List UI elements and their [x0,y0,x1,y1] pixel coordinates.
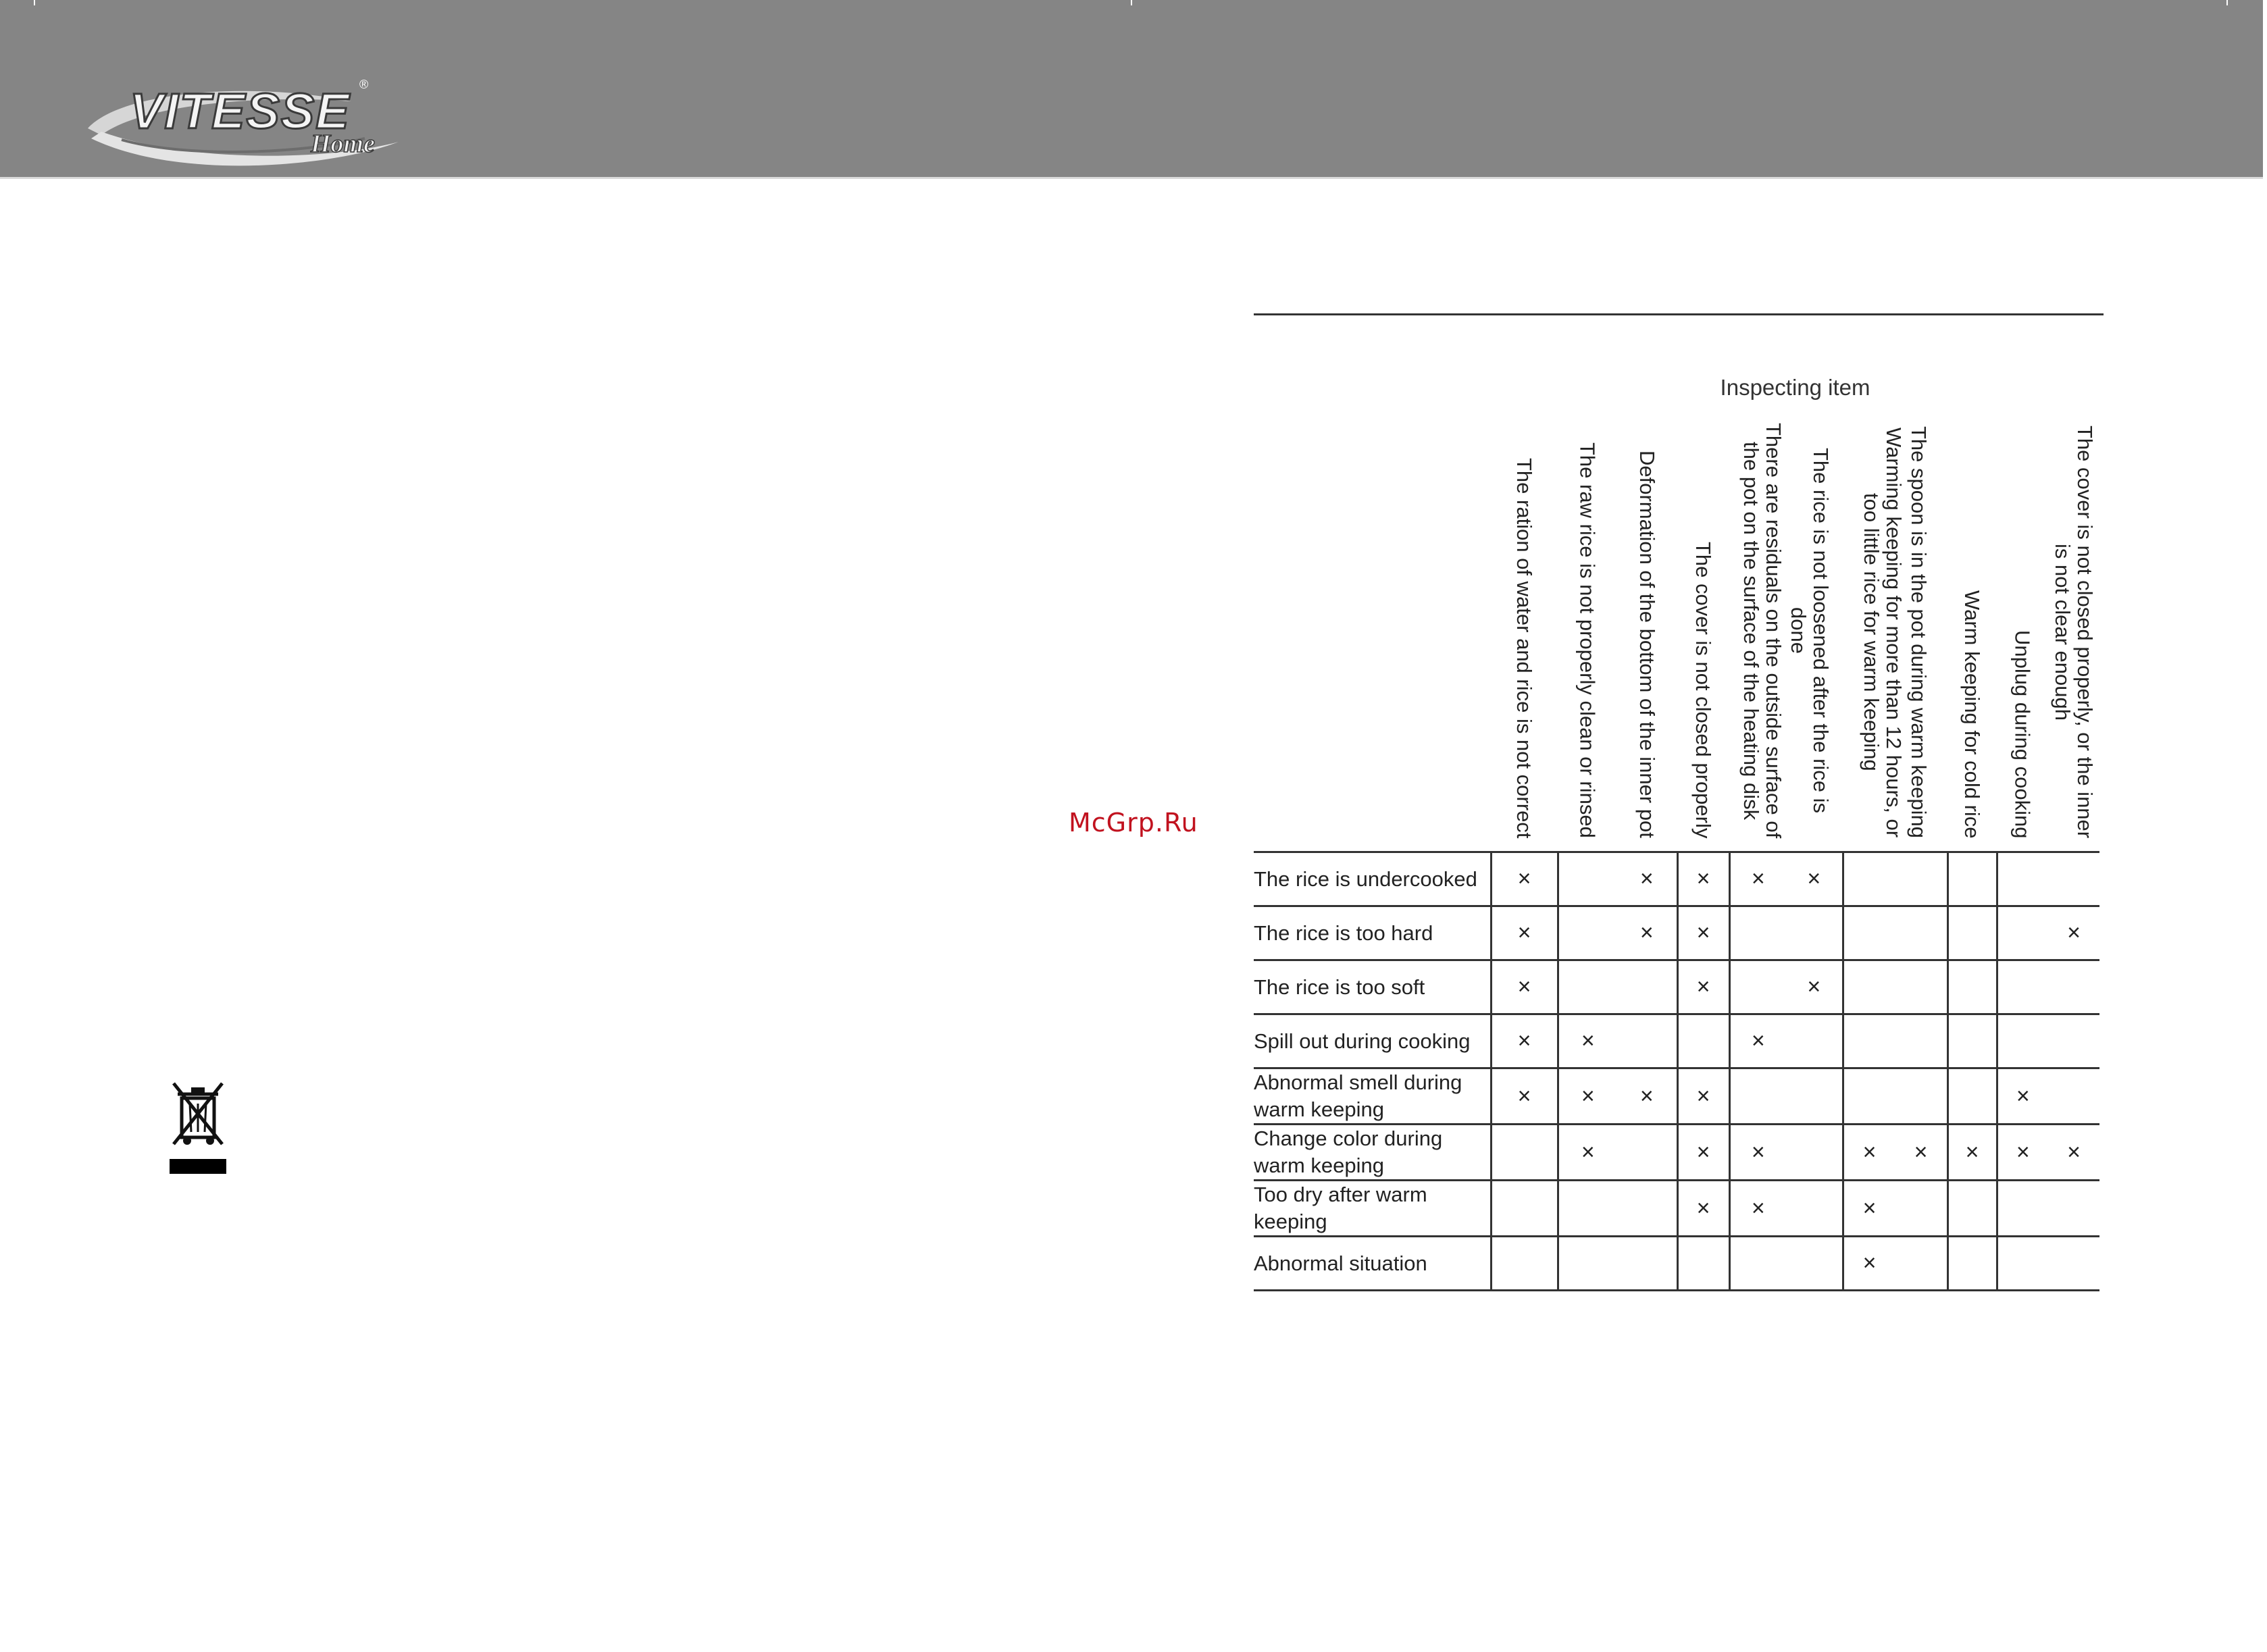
mark-cell [1617,1181,1677,1237]
mark-cell [1677,1014,1729,1068]
mark-cell: × [2048,906,2099,960]
mark-cell: × [1807,974,1821,1000]
mark-cell [1617,960,1677,1014]
row-label: The rice is too soft [1254,960,1491,1014]
mark-cell: × [1677,906,1729,960]
mark-cell: × [1558,1014,1617,1068]
mark-cell: × [1617,852,1677,906]
mark-cell [1997,1237,2048,1291]
table-row [1254,1068,2099,1125]
mark-cell-group [1729,1181,1843,1237]
mark-cell: × [1914,1139,1928,1165]
mark-cell: × [1617,906,1677,960]
mark-cell [1677,1237,1729,1291]
column-header-row [1254,423,2099,852]
mark-cell [1558,906,1617,960]
logo-tagline: Home [311,130,375,158]
column-header: Unplug during cooking [1997,423,2048,852]
mark-cell [1947,1237,1997,1291]
mark-cell [1947,1014,1997,1068]
mark-cell-group [1843,1237,1947,1291]
mark-cell [1617,1125,1677,1181]
mark-cell: × [1491,852,1558,906]
mark-cell: × [1862,1195,1877,1221]
column-header-group [1729,423,1843,852]
table-row [1254,852,2099,906]
mark-cell [2048,960,2099,1014]
row-label: Abnormal situation [1254,1237,1491,1291]
mark-cell: × [1997,1068,2048,1125]
column-header: Warming keeping for more than 12 hours, or too little rice for warm keeping [1860,427,1906,837]
mark-cell: × [1617,1068,1677,1125]
mark-cell-group [1729,852,1843,906]
mark-cell-group [1843,1068,1947,1125]
trim-mark [1131,0,1132,5]
mark-cell [1491,1125,1558,1181]
mark-cell [1558,852,1617,906]
table-row [1254,906,2099,960]
table-row [1254,1237,2099,1291]
mark-cell [2048,1237,2099,1291]
mark-cell [1558,1181,1617,1237]
column-header: The cover is not closed properly, or the inner is not clear enough [2048,423,2099,852]
mark-cell: × [1677,1125,1729,1181]
mark-cell: × [1751,1195,1765,1221]
row-label: The rice is undercooked [1254,852,1491,906]
trim-mark [2226,0,2228,5]
logo-trademark: ® [359,78,369,91]
mark-cell [1947,852,1997,906]
mark-cell: × [1807,866,1821,892]
column-header: The rice is not loosened after the rice is done [1787,448,1833,814]
mark-cell [1997,1181,2048,1237]
table-top-rule [1254,313,2104,315]
vitesse-logo [81,64,419,172]
mark-cell: × [1558,1068,1617,1125]
mark-cell-group [1729,960,1843,1014]
mark-cell: × [1751,1028,1765,1054]
mark-cell: × [1491,960,1558,1014]
mark-cell [1997,906,2048,960]
mark-cell: × [1751,866,1765,892]
troubleshooting-table [1254,353,2099,1291]
row-label: Too dry after warm keeping [1254,1181,1491,1237]
watermark: McGrp.Ru [1069,808,1198,837]
mark-cell-group [1843,906,1947,960]
column-header: The spoon is in the pot during warm keeping [1907,426,1931,839]
mark-cell-group [1729,906,1843,960]
mark-cell [1491,1181,1558,1237]
mark-cell-group [1843,1014,1947,1068]
mark-cell: × [1862,1250,1877,1276]
corner-cell [1254,423,1491,852]
mark-cell: × [1491,906,1558,960]
column-header: Deformation of the bottom of the inner pot [1617,423,1677,852]
table-row [1254,1014,2099,1068]
mark-cell-group [1729,1125,1843,1181]
weee-crossed-bin-icon [164,1074,232,1175]
mark-cell [2048,1181,2099,1237]
table-row [1254,1125,2099,1181]
trim-mark [34,0,35,5]
mark-cell [1617,1014,1677,1068]
mark-cell [1558,960,1617,1014]
mark-cell: × [1947,1125,1997,1181]
mark-cell: × [1677,960,1729,1014]
row-label: The rice is too hard [1254,906,1491,960]
mark-cell: × [1751,1139,1765,1165]
mark-cell [1947,1068,1997,1125]
mark-cell: × [1491,1014,1558,1068]
corner-cell [1254,353,1491,423]
column-header: There are residuals on the outside surface of the pot on the surface of the heating disk [1739,423,1785,839]
mark-cell [2048,852,2099,906]
mark-cell-group [1729,1068,1843,1125]
mark-cell: × [1862,1139,1877,1165]
mark-cell [1997,1014,2048,1068]
mark-cell [1947,906,1997,960]
mark-cell-group [1729,1014,1843,1068]
mark-cell: × [1997,1125,2048,1181]
mark-cell [2048,1068,2099,1125]
mark-cell: × [1677,1181,1729,1237]
mark-cell [1558,1237,1617,1291]
column-header: The raw rice is not properly clean or rinsed [1558,423,1617,852]
logo-wordmark: VITESSE [130,83,351,139]
mark-cell [1491,1237,1558,1291]
column-header: Warm keeping for cold rice [1947,423,1997,852]
mark-cell-group [1729,1237,1843,1291]
mark-cell [2048,1014,2099,1068]
column-header-group [1843,423,1947,852]
mark-cell [1997,960,2048,1014]
mark-cell [1617,1237,1677,1291]
row-label: Spill out during cooking [1254,1014,1491,1068]
mark-cell: × [2048,1125,2099,1181]
mark-cell: × [1491,1068,1558,1125]
mark-cell-group [1843,852,1947,906]
mark-cell-group [1843,1125,1947,1181]
mark-cell-group [1843,960,1947,1014]
mark-cell: × [1677,1068,1729,1125]
header-bar [0,0,2263,179]
mark-cell [1947,960,1997,1014]
mark-cell: × [1677,852,1729,906]
mark-cell [1947,1181,1997,1237]
mark-cell [1997,852,2048,906]
table-row [1254,1181,2099,1237]
inspecting-item-header: Inspecting item [1720,375,1870,400]
row-label: Abnormal smell during warm keeping [1254,1068,1491,1125]
column-header: The ration of water and rice is not correct [1491,423,1558,852]
mark-cell: × [1558,1125,1617,1181]
mark-cell-group [1843,1181,1947,1237]
row-label: Change color during warm keeping [1254,1125,1491,1181]
column-header: The cover is not closed properly [1677,423,1729,852]
table-row [1254,960,2099,1014]
